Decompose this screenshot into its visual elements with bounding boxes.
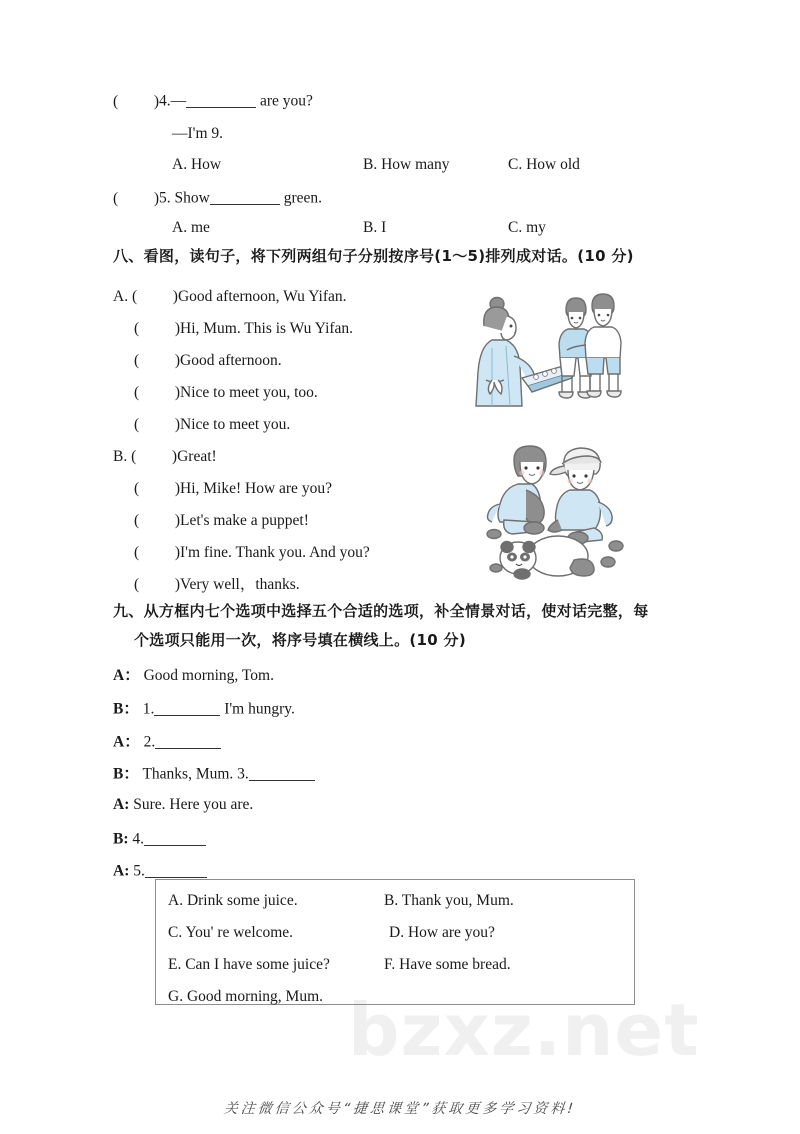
group-b-label: B.: [113, 448, 128, 465]
q5-option-a-key: A.: [172, 219, 188, 236]
dialogue-speaker-6: B:: [113, 830, 129, 848]
question-4-stem: [113, 92, 313, 109]
order-paren-b1[interactable]: [131, 449, 177, 465]
question-4-answer-line: —I'm 9.: [172, 125, 224, 142]
q5-option-c[interactable]: [508, 220, 546, 236]
choice-option-a[interactable]: A. Drink some juice.: [168, 892, 298, 909]
group-a-item-1-text: Good afternoon, Wu Yifan.: [177, 288, 347, 305]
order-paren-b4[interactable]: [134, 545, 180, 561]
group-a-item-3: [134, 353, 282, 369]
q4-option-b-key: B.: [363, 156, 378, 173]
section-nine-heading-line-2: 个选项只能用一次，将序号填在横线上。(10 分): [134, 631, 467, 649]
group-b-item-4: [134, 545, 370, 561]
q4-option-c-key: C.: [508, 156, 523, 173]
dialogue-number-7: 5.: [133, 862, 145, 880]
dialogue-speaker-3: A：: [113, 733, 140, 751]
group-a-item-3-text: Good afternoon.: [180, 352, 282, 369]
answer-paren-q5[interactable]: [113, 191, 159, 207]
dialogue-line-7: [113, 862, 207, 879]
dialogue-speaker-5: A:: [113, 796, 130, 813]
order-paren-b3[interactable]: [134, 513, 180, 529]
dialogue-text-1: Good morning, Tom.: [143, 667, 274, 684]
dialogue-line-1: [113, 668, 274, 684]
q4-option-c-text: How old: [526, 156, 580, 173]
order-paren-a3[interactable]: [134, 353, 180, 369]
dialogue-blank-3[interactable]: [249, 765, 315, 781]
q5-option-b-text: I: [381, 219, 387, 236]
q4-option-a[interactable]: [172, 157, 221, 173]
mother-with-tray-and-two-boys-illustration: [462, 288, 622, 410]
q4-number: 4.: [159, 92, 171, 110]
dialogue-line-4: [113, 765, 315, 782]
answer-paren-q4[interactable]: [113, 94, 159, 110]
q5-number: 5.: [159, 189, 171, 207]
choice-option-e[interactable]: E. Can I have some juice?: [168, 956, 330, 973]
choice-option-g[interactable]: G. Good morning, Mum.: [168, 988, 323, 1005]
dialogue-line-2: [113, 700, 295, 717]
two-children-making-panda-puppet-illustration: [482, 442, 630, 580]
choice-options-box: [155, 879, 635, 1005]
q5-option-a-text: me: [190, 219, 210, 236]
q4-stem-tail: are you?: [260, 92, 313, 110]
q4-blank[interactable]: [186, 92, 256, 108]
q4-option-b[interactable]: [363, 157, 450, 173]
section-nine-heading-line-1: 九、从方框内七个选项中选择五个合适的选项，补全情景对话，使对话完整，每: [113, 602, 649, 620]
group-b-item-1: [113, 449, 217, 465]
group-a-item-2: [134, 321, 353, 337]
order-paren-a4[interactable]: [134, 385, 180, 401]
dialogue-speaker-2: B：: [113, 700, 139, 718]
group-a-item-4-text: Nice to meet you, too.: [180, 384, 318, 401]
q4-option-a-key: A.: [172, 156, 188, 173]
q4-option-c[interactable]: [508, 157, 580, 173]
dialogue-blank-5[interactable]: [145, 862, 207, 878]
q4-option-b-text: How many: [381, 156, 450, 173]
order-paren-b2[interactable]: [134, 481, 180, 497]
q5-stem-before: Show: [174, 189, 210, 207]
dialogue-line-6: [113, 830, 206, 847]
group-b-item-3: [134, 513, 309, 529]
dialogue-line-3: [113, 733, 221, 750]
q5-option-c-text: my: [526, 219, 546, 236]
dialogue-text-4: Thanks, Mum. 3.: [142, 765, 249, 783]
dialogue-blank-2[interactable]: [155, 733, 221, 749]
dialogue-text-5: Sure. Here you are.: [133, 796, 254, 813]
q5-option-a[interactable]: [172, 220, 210, 236]
group-b-item-2-text: Hi, Mike! How are you?: [180, 480, 332, 497]
footer-promo-note: 关注微信公众号“捷思课堂”获取更多学习资料!: [222, 1101, 577, 1117]
group-a-item-1: [113, 289, 347, 305]
group-b-item-2: [134, 481, 332, 497]
q5-blank[interactable]: [210, 189, 280, 205]
dialogue-number-3: 2.: [143, 733, 156, 751]
group-b-item-5-text: Very well，thanks.: [180, 576, 300, 593]
site-watermark: bzxz.net: [348, 988, 700, 1072]
group-a-item-5-text: Nice to meet you.: [180, 416, 291, 433]
choice-option-f[interactable]: F. Have some bread.: [384, 956, 511, 973]
dialogue-number-6: 4.: [132, 830, 144, 848]
choice-option-c[interactable]: C. You' re welcome.: [168, 924, 294, 941]
choice-option-d[interactable]: D. How are you?: [389, 924, 495, 941]
group-a-item-2-text: Hi, Mum. This is Wu Yifan.: [180, 320, 354, 337]
section-eight-heading: 八、看图，读句子，将下列两组句子分别按序号(1～5)排列成对话。(10 分): [113, 247, 634, 265]
dialogue-speaker-4: B：: [113, 765, 139, 783]
dialogue-number-2: 1.: [142, 700, 155, 718]
group-b-item-5: [134, 577, 300, 593]
question-5-stem: [113, 189, 322, 206]
q5-option-b-key: B.: [363, 219, 378, 236]
dialogue-speaker-1: A：: [113, 667, 140, 684]
group-b-item-4-text: I'm fine. Thank you. And you?: [180, 544, 370, 561]
group-a-label: A.: [113, 288, 129, 305]
dialogue-speaker-7: A:: [113, 862, 130, 880]
q5-option-b[interactable]: [363, 220, 386, 236]
order-paren-a2[interactable]: [134, 321, 180, 337]
group-b-item-1-text: Great!: [177, 448, 217, 465]
group-b-item-3-text: Let's make a puppet!: [180, 512, 309, 529]
dialogue-blank-1[interactable]: [154, 700, 220, 716]
dialogue-blank-4[interactable]: [144, 830, 206, 846]
order-paren-a5[interactable]: [134, 417, 180, 433]
group-a-item-5: [134, 417, 290, 433]
group-a-item-4: [134, 385, 318, 401]
choice-option-b[interactable]: B. Thank you, Mum.: [384, 892, 514, 909]
q4-dash: —: [170, 92, 187, 110]
q5-stem-after: green.: [283, 189, 322, 207]
dialogue-tail-2: I'm hungry.: [224, 700, 295, 718]
dialogue-line-5: [113, 797, 253, 813]
order-paren-b5[interactable]: [134, 577, 180, 593]
q4-option-a-text: How: [190, 156, 222, 173]
order-paren-a1[interactable]: [132, 289, 178, 305]
q5-option-c-key: C.: [508, 219, 523, 236]
